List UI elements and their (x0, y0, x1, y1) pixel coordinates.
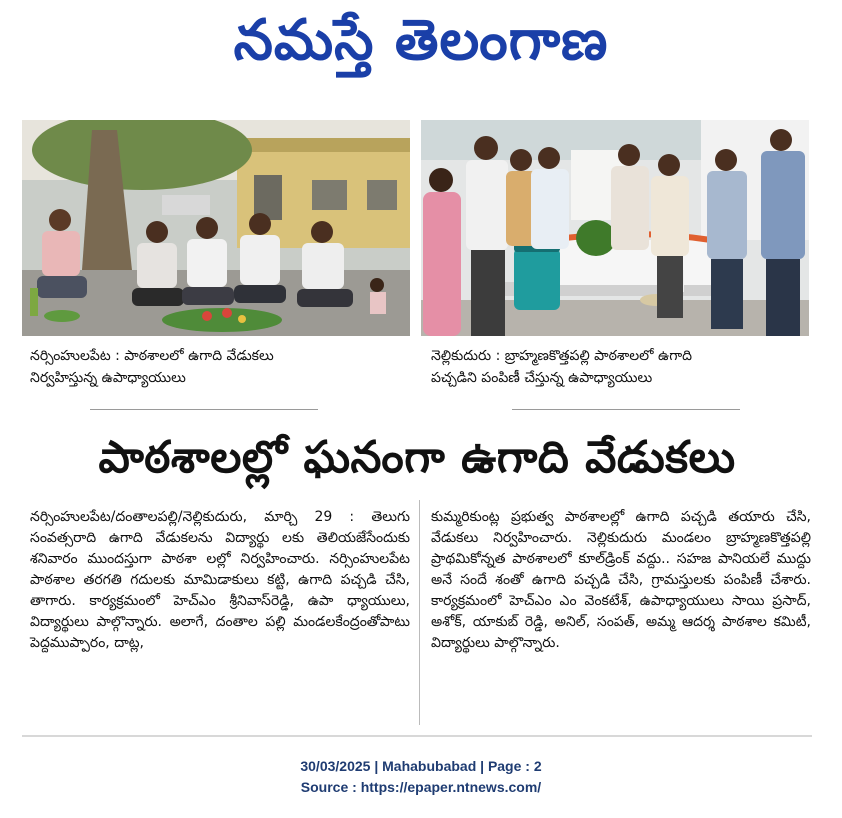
article-column-1: నర్సింహులపేట/దంతాలపల్లి/నెల్లికుదురు, మార్చి 29 : తెలుగు సంవత్సరాది ఉగాది వేడుకలను విద్యార్థు లకు తెలియజేసేందుకు శనివారం ముందస్తుగా పాఠశా లల్లో నిర్వహించారు. నర్సింహులపేట పాఠశాల తరగతి గదులకు మామిడాకులు కట్టి, ఉగాది పచ్చడి చేసి, తాగారు. కార్యక్రమంలో హెచ్‌ఎం శ్రీనివాస్‌రెడ్డి, ఉపా ధ్యాయులు, విద్యార్థులు పాల్గొన్నారు. అలాగే, దంతాల పల్లి మండలకేంద్రంతోపాటు పెద్దముప్పారం, దాట్ల, (30, 509, 410, 651)
column-divider (419, 500, 420, 725)
photo-caption-1 (30, 345, 410, 389)
narsimhulapeta-school-photo (22, 120, 410, 336)
nellikuduru-school-photo (421, 120, 809, 336)
newspaper-logo: నమస్తే తెలంగాణ (233, 8, 609, 73)
caption-line: నెల్లికుదురు : బ్రాహ్మణకొత్తపల్లి పాఠశాలలో ఉగాది (431, 348, 692, 364)
photo-caption-2 (431, 345, 811, 389)
caption-divider (90, 409, 318, 410)
caption-line: పచ్చడిని పంపిణీ చేస్తున్న ఉపాధ్యాయులు (431, 370, 653, 386)
article-headline: పాఠశాలల్లో ఘనంగా ఉగాది వేడుకలు (98, 432, 736, 483)
caption-line: నిర్వహిస్తున్న ఉపాధ్యాయులు (30, 370, 186, 386)
caption-line: నర్సింహులపేట : పాఠశాలలో ఉగాది వేడుకలు (30, 348, 274, 364)
footer-date-edition: 30/03/2025 | Mahabubabad | Page : 2 (300, 758, 542, 774)
footer-divider (22, 735, 812, 737)
article-column-2: కుమ్మరికుంట్ల ప్రభుత్వ పాఠశాలల్లో ఉగాది పచ్చడి తయారు చేసి, వేడుకలు నిర్వహించారు. నెల్లికుదురు మండలం బ్రాహ్మణకొత్తపల్లి ప్రాథమికోన్నత పాఠశాలలో కూల్‌డ్రింక్ వద్దు.. సహజ పానియలే ముద్దు అనే సందే శంతో ఉగాది పచ్చడి చేసి, గ్రామస్తులకు పంపిణీ చేశారు. కార్యక్రమంలో హెచ్‌ఎం ఎం వెంకటేశ్, ఉపాధ్యాయులు సాయి ప్రసాద్, అశోక్, యాకుబ్ రెడ్డి, అనిల్, సంపత్, అమ్మ ఆదర్శ పాఠశాల కమిటీ, విద్యార్థులు పాల్గొన్నారు. (431, 509, 811, 651)
footer-source: Source : https://epaper.ntnews.com/ (300, 779, 542, 795)
masthead (0, 0, 842, 100)
caption-divider (512, 409, 740, 410)
